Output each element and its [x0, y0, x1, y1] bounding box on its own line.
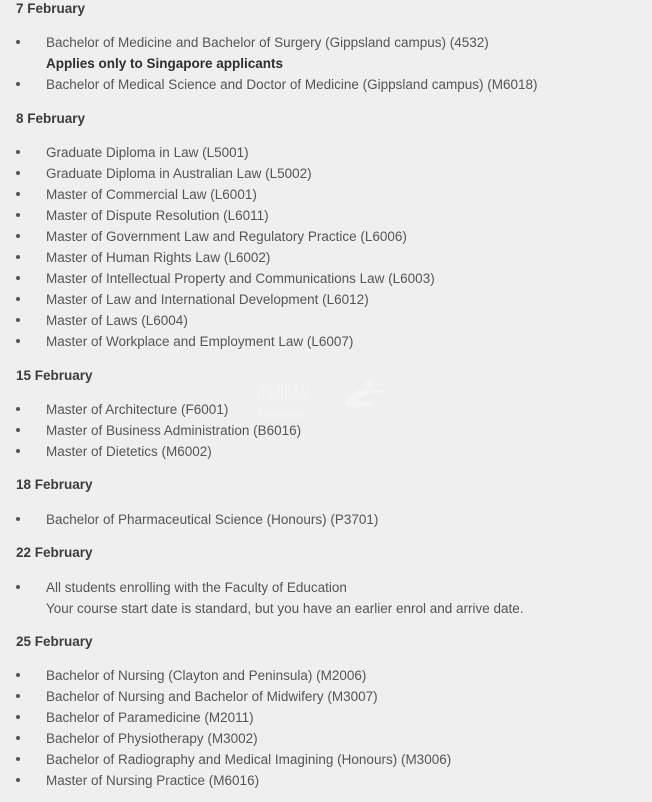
list-item: Bachelor of Nursing (Clayton and Peninsula) (M2006)	[46, 668, 367, 683]
list-item: Master of Laws (L6004)	[46, 313, 188, 328]
bullet-icon	[16, 694, 20, 698]
bullet-icon	[16, 171, 20, 175]
list-item: Bachelor of Medicine and Bachelor of Surgery (Gippsland campus) (4532)	[46, 35, 489, 50]
bullet-icon	[16, 428, 20, 432]
section-heading: 7 February	[16, 1, 86, 16]
item-note: Applies only to Singapore applicants	[46, 56, 284, 71]
bullet-icon	[16, 40, 20, 44]
bullet-icon	[16, 82, 20, 86]
list-item: Master of Commercial Law (L6001)	[46, 187, 257, 202]
section-heading: 8 February	[16, 111, 86, 126]
list-item: Graduate Diploma in Australian Law (L5002)	[46, 166, 312, 181]
bullet-icon	[16, 736, 20, 740]
list-item: Bachelor of Nursing and Bachelor of Midwifery (M3007)	[46, 689, 378, 704]
list-item: Master of Business Administration (B6016)	[46, 423, 302, 438]
bullet-icon	[16, 192, 20, 196]
list-item: Master of Nursing Practice (M6016)	[46, 773, 260, 788]
bullet-icon	[16, 276, 20, 280]
bullet-icon	[16, 255, 20, 259]
watermark-text-en: Hinabian	[258, 407, 306, 421]
bullet-icon	[16, 407, 20, 411]
section-heading: 22 February	[16, 545, 93, 560]
list-item: Bachelor of Paramedicine (M2011)	[46, 710, 254, 725]
watermark-swoosh-icon	[344, 389, 392, 407]
bullet-icon	[16, 339, 20, 343]
watermark-logo	[252, 376, 402, 426]
bullet-icon	[16, 673, 20, 677]
list-item: All students enrolling with the Faculty of Education	[46, 580, 347, 595]
watermark-dot-icon	[366, 380, 374, 388]
list-item: Master of Architecture (F6001)	[46, 402, 229, 417]
bullet-icon	[16, 234, 20, 238]
list-item: Master of Workplace and Employment Law (L6007)	[46, 334, 354, 349]
list-item: Master of Dispute Resolution (L6011)	[46, 208, 269, 223]
list-item: Graduate Diploma in Law (L5001)	[46, 145, 249, 160]
bullet-icon	[16, 150, 20, 154]
item-subtext: Your course start date is standard, but you have an earlier enrol and arrive date.	[46, 601, 524, 616]
bullet-icon	[16, 585, 20, 589]
section-heading: 25 February	[16, 634, 93, 649]
list-item: Master of Dietetics (M6002)	[46, 444, 212, 459]
bullet-icon	[16, 297, 20, 301]
list-item: Master of Human Rights Law (L6002)	[46, 250, 271, 265]
watermark-text-cn: 海那边	[256, 382, 310, 403]
list-item: Bachelor of Physiotherapy (M3002)	[46, 731, 258, 746]
list-item: Bachelor of Pharmaceutical Science (Honours) (P3701)	[46, 512, 379, 527]
bullet-icon	[16, 318, 20, 322]
list-item: Master of Law and International Development (L6012)	[46, 292, 369, 307]
section-heading: 18 February	[16, 477, 93, 492]
list-item: Master of Government Law and Regulatory Practice (L6006)	[46, 229, 407, 244]
list-item: Master of Intellectual Property and Communications Law (L6003)	[46, 271, 435, 286]
list-item: Bachelor of Radiography and Medical Imagining (Honours) (M3006)	[46, 752, 452, 767]
bullet-icon	[16, 449, 20, 453]
bullet-icon	[16, 213, 20, 217]
section-heading: 15 February	[16, 368, 93, 383]
bullet-icon	[16, 778, 20, 782]
bullet-icon	[16, 715, 20, 719]
bullet-icon	[16, 517, 20, 521]
bullet-icon	[16, 757, 20, 761]
list-item: Bachelor of Medical Science and Doctor of Medicine (Gippsland campus) (M6018)	[46, 77, 538, 92]
